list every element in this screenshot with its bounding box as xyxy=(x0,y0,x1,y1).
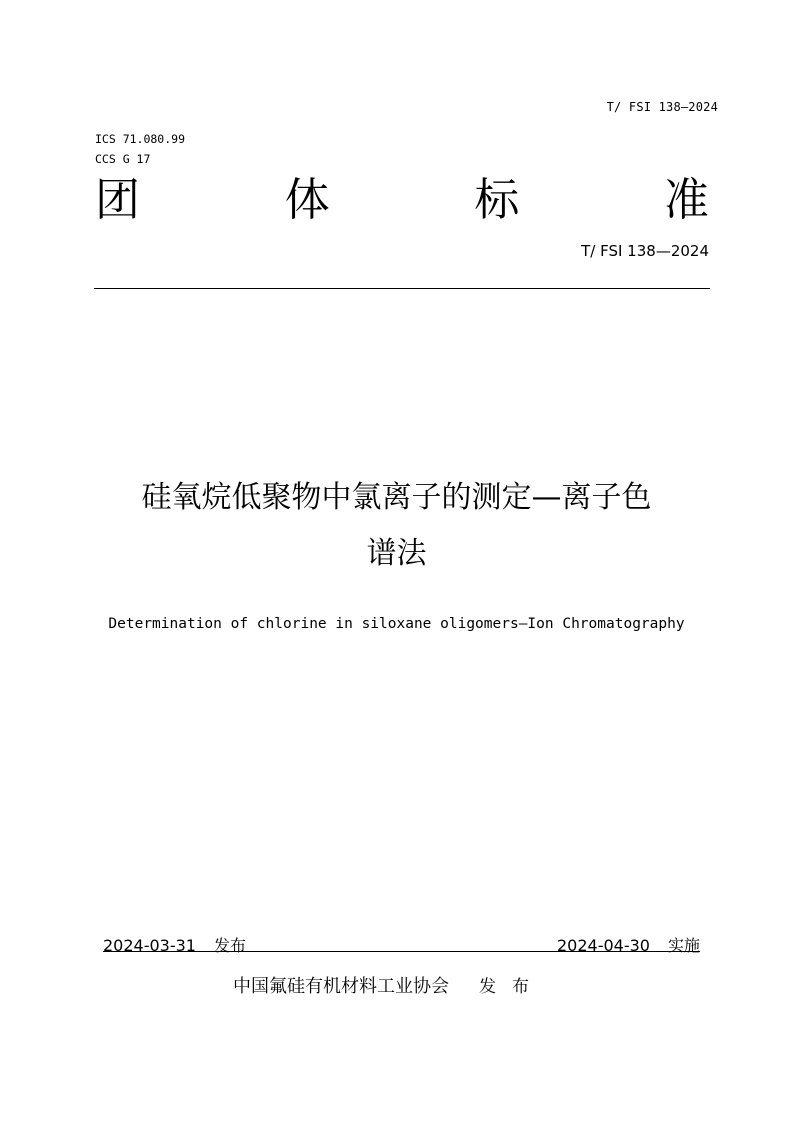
chinese-title xyxy=(60,470,733,582)
publish-date: 2024-03-31 xyxy=(103,936,196,955)
ics-code: ICS 71.080.99 xyxy=(95,132,186,146)
chinese-title-line-2: 谱法 xyxy=(366,536,427,571)
english-title: Determination of chlorine in siloxane oligomers—Ion Chromatography xyxy=(108,616,685,632)
category-char-2: 体 xyxy=(284,173,330,226)
classification-codes xyxy=(95,129,185,169)
top-divider xyxy=(94,288,710,289)
publisher-line xyxy=(233,972,545,998)
chinese-title-line-1: 硅氧烷低聚物中氯离子的测定—离子色 xyxy=(141,480,652,515)
publish-label: 发布 xyxy=(213,936,246,955)
category-char-1: 团 xyxy=(95,173,141,226)
bottom-divider xyxy=(103,951,700,952)
category-char-4: 准 xyxy=(663,173,709,226)
standard-number: T/ FSI 138—2024 xyxy=(581,242,709,260)
ccs-code: CCS G 17 xyxy=(95,152,151,166)
publish-date-block xyxy=(103,933,246,956)
standard-category-title xyxy=(95,170,709,230)
category-char-3: 标 xyxy=(474,173,520,226)
header-standard-number: T/ FSI 138—2024 xyxy=(606,100,718,114)
publisher-action: 发布 xyxy=(479,977,545,997)
publisher-name: 中国氟硅有机材料工业协会 xyxy=(233,976,449,997)
implement-date: 2024-04-30 xyxy=(557,936,650,955)
implement-label: 实施 xyxy=(667,936,700,955)
implement-date-block xyxy=(557,933,700,956)
